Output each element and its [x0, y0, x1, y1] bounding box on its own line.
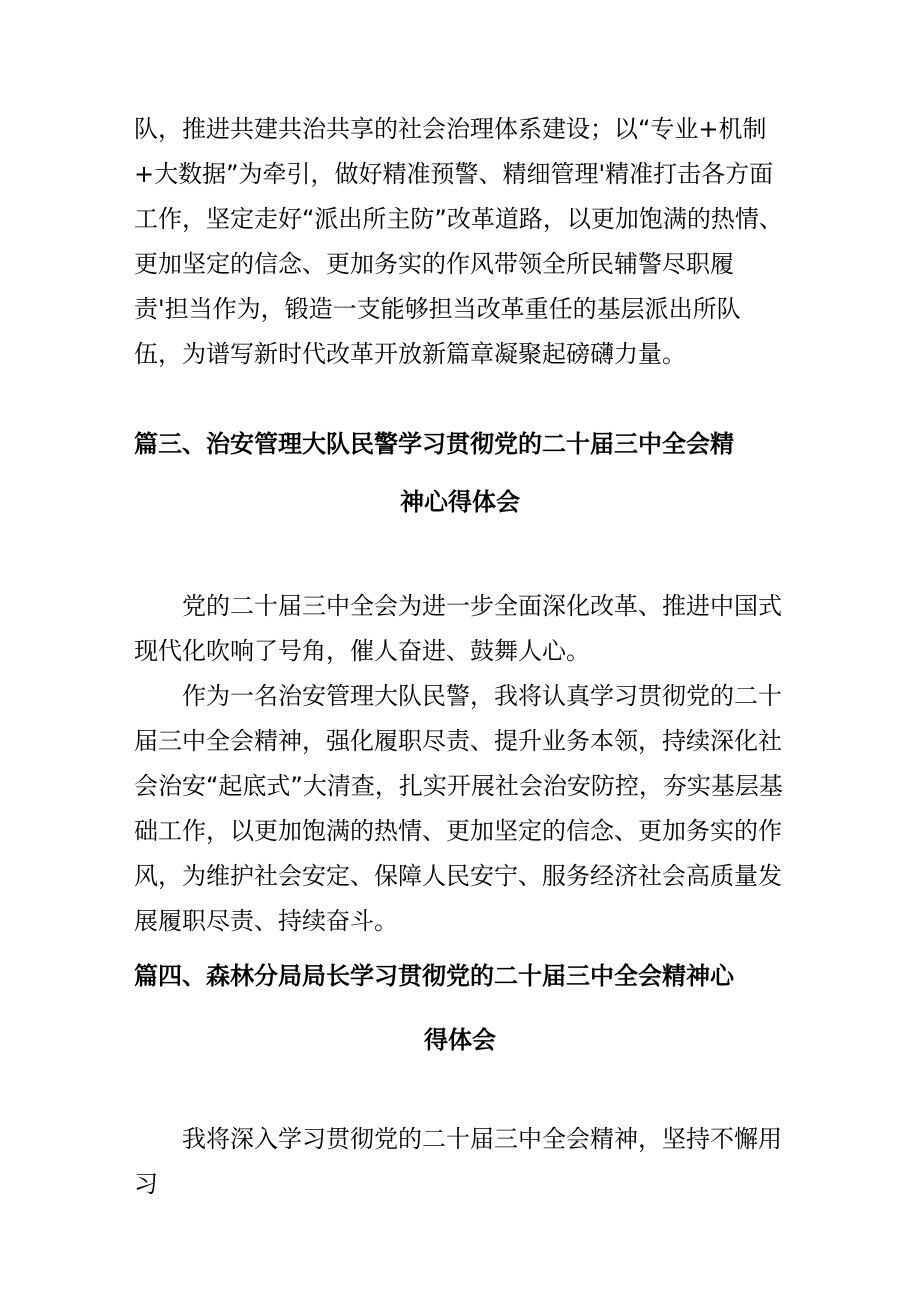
- section-three-paragraph-one: 党的二十届三中全会为进一步全面深化改革、推进中国式现代化吹响了号角，催人奋进、鼓舞人心。: [134, 592, 782, 665]
- section-three-heading-line1: 篇三、治安管理大队民警学习贯彻党的二十届三中全会精: [134, 430, 734, 458]
- section-four-heading-line2: 得体会: [424, 1026, 496, 1054]
- section-three-heading-line2: 神心得体会: [400, 488, 520, 516]
- section-four-paragraph-one: 我将深入学习贯彻党的二十届三中全会精神，坚持不懈用习: [134, 1125, 782, 1198]
- intro-paragraph: 队，推进共建共治共享的社会治理体系建设；以“专业+机制+大数据”为牵引，做好精准预警、精细管理'精准打击各方面工作，坚定走好“派出所主防”改革道路，以更加饱满的热情、更加坚定的信念、更加务实的作风带领全所民辅警尽职履责'担当作为，锻造一支能够担当改革重任的基层派出所队伍，为谱写新时代改革开放新篇章凝聚起磅礴力量。: [134, 115, 783, 368]
- section-four-heading-line1: 篇四、森林分局局长学习贯彻党的二十届三中全会精神心: [134, 962, 734, 990]
- section-three-paragraph-two: 作为一名治安管理大队民警，我将认真学习贯彻党的二十届三中全会精神，强化履职尽责、提升业务本领，持续深化社会治安“起底式”大清查，扎实开展社会治安防控，夯实基层基础工作，以更加饱满的热情、更加坚定的信念、更加务实的作风，为维护社会安定、保障人民安宁、服务经济社会高质量发展履职尽责、持续奋斗。: [134, 682, 783, 935]
